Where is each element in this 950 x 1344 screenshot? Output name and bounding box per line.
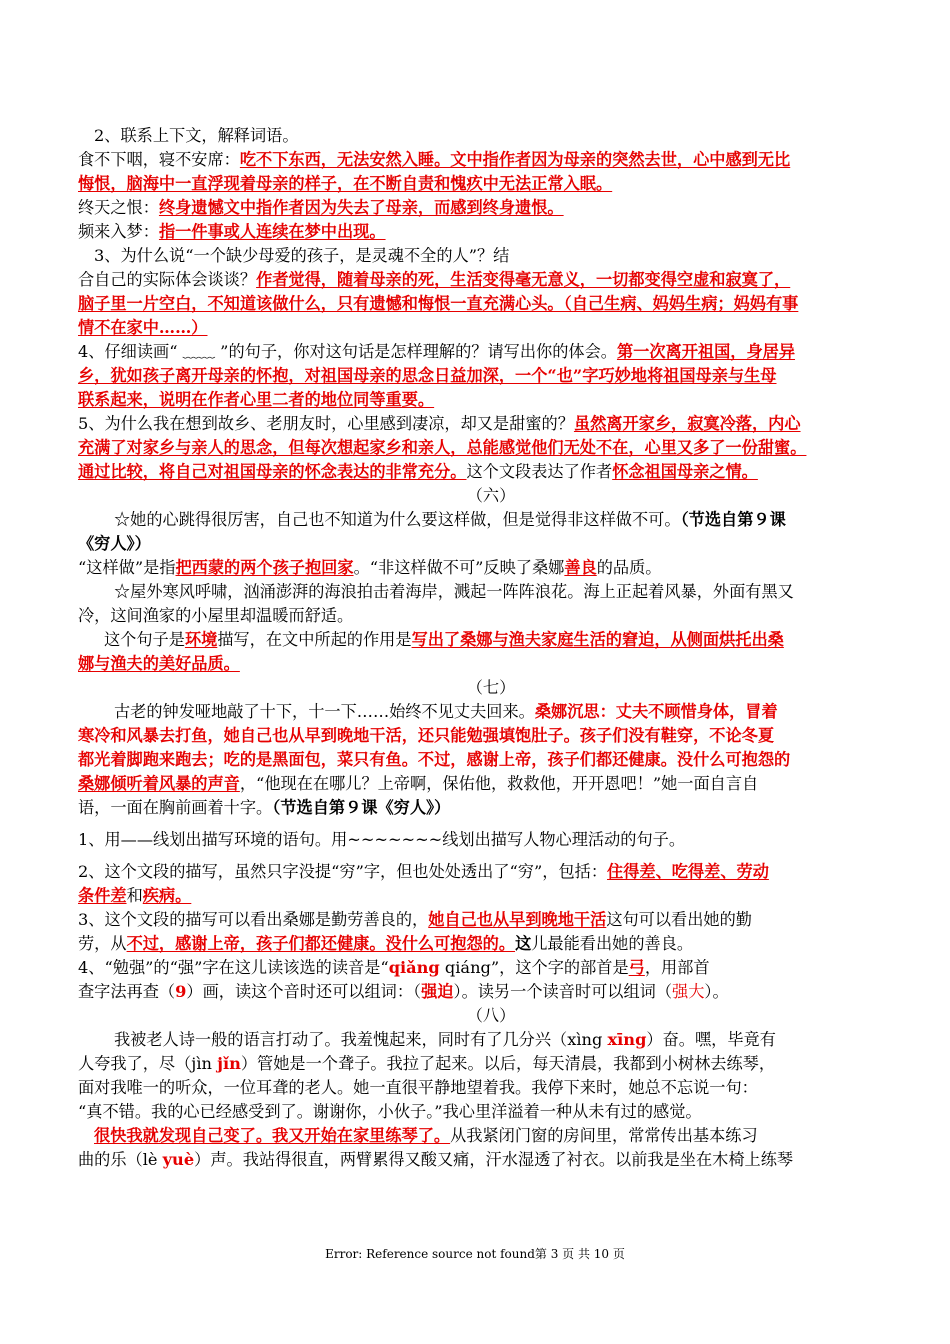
answer-text: 怀念祖国母亲之情。 <box>612 462 758 481</box>
answer-text: 环境 <box>184 630 218 649</box>
text-line <box>78 860 904 884</box>
text-line <box>78 172 904 196</box>
answer-text: （节选自第９课 <box>680 510 786 529</box>
document-body <box>78 124 904 1172</box>
body-text: 这句可以看出她的勤 <box>606 910 752 929</box>
text-line <box>78 908 904 932</box>
body-text: 儿最能看出她的善良。 <box>531 934 694 953</box>
answer-text: 9 <box>175 982 187 1001</box>
text-line <box>78 1148 904 1172</box>
body-text: 的品质。 <box>596 558 662 577</box>
answer-text: 虽然离开家乡，寂寞冷落，内心 <box>573 414 801 433</box>
body-text: 查字法再查（ <box>78 982 176 1001</box>
text-line <box>78 532 904 556</box>
text-line <box>78 652 904 676</box>
answer-text: 终身遗憾文中指作者因为失去了母亲，而感到终身遗恨。 <box>158 198 564 217</box>
body-text: （八） <box>466 1006 516 1025</box>
body-text: 3、为什么说“一个缺少母爱的孩子，是灵魂不全的人”？结 <box>94 246 510 265</box>
text-line <box>78 484 904 508</box>
body-text: “真不错。我的心已经感受到了。谢谢你，小伙子。”我心里洋溢着一种从未有过的感觉。 <box>78 1102 702 1121</box>
text-line <box>78 148 904 172</box>
body-text: ☆她的心跳得很厉害，自己也不知道为什么要这样做，但是觉得非这样做不可。 <box>114 510 681 529</box>
body-text: ）管她是一个聋子。我拉了起来。以后，每天清晨，我都到小树林去练琴， <box>240 1054 776 1073</box>
text-line <box>78 508 904 532</box>
answer-text: xīng <box>607 1030 647 1049</box>
text-line <box>78 1052 904 1076</box>
answer-text: yuè <box>162 1150 195 1169</box>
body-text: ）画，读这个音时还可以组词：（ <box>186 982 422 1001</box>
body-text: ☆屋外寒风呼啸，汹涌澎湃的海浪拍击着海岸，溅起一阵阵浪花。海上正起着风暴，外面有黑又 <box>114 582 794 601</box>
body-text: ）奋。嘿，毕竟有 <box>646 1030 776 1049</box>
answer-text: 疾病。 <box>142 886 192 905</box>
answer-text: 强迫 <box>421 982 454 1001</box>
answer-text: 都光着脚跑来跑去；吃的是黑面包，菜只有鱼。不过，感谢上帝，孩子们都还健康。没什么可抱怨的 <box>78 750 791 769</box>
answer-text: 这 <box>515 934 532 953</box>
answer-text: 把西蒙的两个孩子抱回家 <box>175 558 354 577</box>
answer-text: 娜与渔夫的美好品质。 <box>78 654 240 673</box>
answer-text: 桑娜倾听着风暴的声音 <box>78 774 240 793</box>
answer-text: 《穷人》） <box>78 534 151 553</box>
body-text: 劳，从 <box>78 934 127 953</box>
text-line <box>78 772 904 796</box>
body-text: ）。读另一个读音时可以组词（ <box>453 982 673 1001</box>
page-footer: Error: Reference source not found第 3 页 共 10 页 <box>325 1247 625 1261</box>
body-text: 3、这个文段的描写可以看出桑娜是勤劳善良的， <box>78 910 429 929</box>
text-line <box>78 556 904 580</box>
answer-text: 充满了对家乡与亲人的思念，但每次想起家乡和亲人，总能感觉他们无处不在，心里又多了一份甜蜜。 <box>78 438 807 457</box>
answer-text: （节选自第９课《穷人》） <box>272 798 451 817</box>
answer-text: 第一次离开祖国，身居异 <box>616 342 796 361</box>
answer-text: 联系起来，说明在作者心里二者的地位同等重要。 <box>78 390 435 409</box>
answer-text: 强大 <box>672 982 705 1001</box>
answer-text: 乡，犹如孩子离开母亲的怀抱，对祖国母亲的思念日益加深，一个“也”字巧妙地将祖国母亲与生母 <box>78 366 777 385</box>
answer-text: jǐn <box>217 1054 241 1073</box>
text-line <box>78 1100 904 1124</box>
answer-text: 指一件事或人连续在梦中出现。 <box>158 222 386 241</box>
text-line <box>78 828 904 852</box>
text-line <box>78 604 904 628</box>
body-text: 这个句子是 <box>104 630 185 649</box>
text-line <box>78 388 904 412</box>
body-text: （六） <box>466 486 516 505</box>
body-text: 合自己的实际体会谈谈？ <box>78 270 257 289</box>
answer-text: 吃不下东西，无法安然入睡。文中指作者因为母亲的突然去世，心中感到无比 <box>239 150 791 169</box>
answer-text: 脑子里一片空白，不知道该做什么，只有遗憾和悔恨一直充满心头。（自己生病、妈妈生病；妈妈有事 <box>78 294 799 313</box>
answer-text: 她自己也从早到晚地干活 <box>428 910 607 929</box>
text-line <box>78 1124 904 1148</box>
text-line <box>78 124 904 148</box>
text-line <box>78 244 904 268</box>
body-text: 面对我唯一的听众，一位耳聋的老人。她一直很平静地望着我。我停下来时，她总不忘说一句： <box>78 1078 758 1097</box>
answer-text: 寒冷和风暴去打鱼，她自己也从早到晚地干活，还只能勉强填饱肚子。孩子们没有鞋穿，不论冬夏 <box>78 726 775 745</box>
body-text: 和 <box>126 886 143 905</box>
body-text: 终天之恨： <box>78 198 159 217</box>
answer-text: 通过比较，将自己对祖国母亲的怀念表达的非常充分。 <box>78 462 467 481</box>
paragraph-spacer <box>78 820 904 828</box>
body-text: 4、仔细读画“ ﹏﹏ ”的句子，你对这句话是怎样理解的？请写出你的体会。 <box>78 342 617 361</box>
body-text: 从我紧闭门窗的房间里，常常传出基本练习 <box>450 1126 758 1145</box>
body-text: 2、这个文段的描写，虽然只字没提“穷”字，但也处处透出了“穷”，包括： <box>78 862 608 881</box>
text-line <box>78 412 904 436</box>
text-line <box>78 364 904 388</box>
body-text: 我被老人诗一般的语言打动了。我羞愧起来，同时有了几分兴（xìng <box>114 1030 608 1049</box>
answer-text: 作者觉得，随着母亲的死，生活变得毫无意义，一切都变得空虚和寂寞了， <box>256 270 791 289</box>
text-line <box>78 748 904 772</box>
text-line <box>78 580 904 604</box>
text-line <box>78 1076 904 1100</box>
text-line <box>78 292 904 316</box>
body-text: 人夸我了，尽（jìn <box>78 1054 218 1073</box>
answer-text: 写出了桑娜与渔夫家庭生活的窘迫，从侧面烘托出桑 <box>411 630 784 649</box>
body-text: 。“非这样做不可”反映了桑娜 <box>353 558 565 577</box>
text-line <box>78 1004 904 1028</box>
text-line <box>78 796 904 820</box>
answer-text: 悔恨，脑海中一直浮现着母亲的样子，在不断自责和愧疚中无法正常入眠。 <box>78 174 613 193</box>
paragraph-spacer <box>78 852 904 860</box>
text-line <box>78 956 904 980</box>
body-text: 冷，这间渔家的小屋里却温暖而舒适。 <box>78 606 354 625</box>
text-line <box>78 436 904 460</box>
body-text: 古老的钟发哑地敲了十下，十一下……始终不见丈夫回来。 <box>114 702 535 721</box>
body-text: 语，一面在胸前画着十字。 <box>78 798 273 817</box>
text-line <box>78 676 904 700</box>
body-text: ，“他现在在哪儿？上帝啊，保佑他，救救他，开开恩吧！”她一面自言自 <box>239 774 759 793</box>
body-text: 4、“勉强”的“强”字在这儿读该选的读音是“ <box>78 958 389 977</box>
text-line <box>78 220 904 244</box>
body-text: “这样做”是指 <box>78 558 176 577</box>
text-line <box>78 724 904 748</box>
text-line <box>78 932 904 956</box>
text-line <box>78 460 904 484</box>
text-line <box>78 700 904 724</box>
body-text: （七） <box>466 678 516 697</box>
body-text: ，用部首 <box>644 958 710 977</box>
body-text: 描写，在文中所起的作用是 <box>217 630 412 649</box>
answer-text: 很快我就发现自己变了。我又开始在家里练琴了。 <box>94 1126 451 1145</box>
body-text: 频来入梦： <box>78 222 159 241</box>
body-text: 曲的乐（lè <box>78 1150 163 1169</box>
text-line <box>78 340 904 364</box>
answer-text: 住得差、吃得差、劳动 <box>607 862 769 881</box>
body-text: ）声。我站得很直，两臂累得又酸又痛，汗水湿透了衬衣。以前我是坐在木椅上练琴 <box>194 1150 794 1169</box>
body-text: 5、为什么我在想到故乡、老朋友时，心里感到凄凉，却又是甜蜜的？ <box>78 414 574 433</box>
answer-text: 情不在家中……） <box>78 318 208 337</box>
body-text: 这个文段表达了作者 <box>466 462 613 481</box>
text-line <box>78 316 904 340</box>
answer-text: 不过，感谢上帝，孩子们都还健康。没什么可抱怨的。 <box>126 934 516 953</box>
text-line <box>78 884 904 908</box>
text-line <box>78 628 904 652</box>
answer-text: 条件差 <box>78 886 127 905</box>
body-text: ）。 <box>704 982 729 1001</box>
text-line <box>78 196 904 220</box>
answer-text: 桑娜沉思：丈夫不顾惜身体，冒着 <box>534 702 778 721</box>
body-text: 2、联系上下文，解释词语。 <box>94 126 299 145</box>
text-line <box>78 268 904 292</box>
body-text: qiáng”，这个字的部首是 <box>439 958 629 977</box>
answer-text: qiǎng <box>388 958 440 977</box>
answer-text: 弓 <box>628 958 645 977</box>
text-line <box>78 980 904 1004</box>
body-text: 1、用——线划出描写环境的语句。用~~~~~~~线划出描写人物心理活动的句子。 <box>78 830 686 849</box>
answer-text: 善良 <box>564 558 597 577</box>
text-line <box>78 1028 904 1052</box>
body-text: 食不下咽，寝不安席： <box>78 150 240 169</box>
